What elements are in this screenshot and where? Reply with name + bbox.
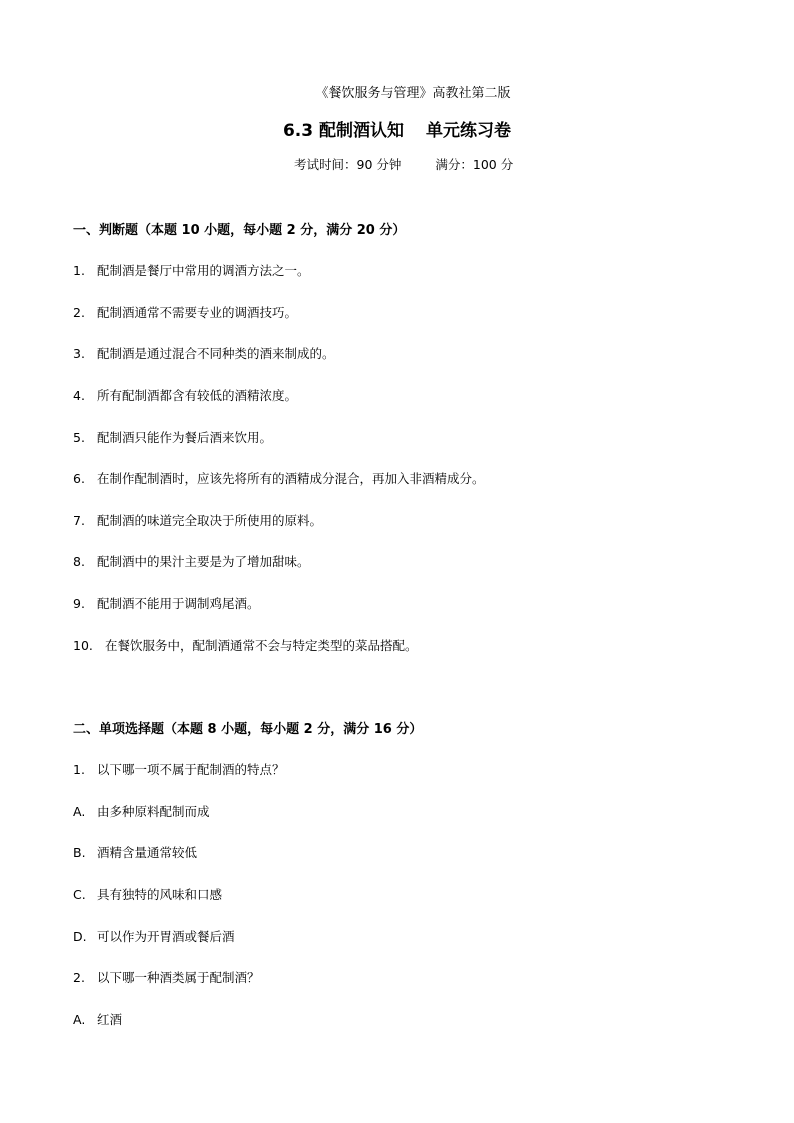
question-text: 配制酒不能用于调制鸡尾酒。 [96, 596, 260, 611]
option-label: C. [73, 887, 86, 902]
option-item [73, 802, 210, 820]
question-item [73, 511, 322, 529]
question-item [73, 428, 272, 446]
question-item [73, 261, 310, 279]
question-text: 配制酒的味道完全取决于所使用的原料。 [96, 513, 322, 528]
question-number: 7. [73, 513, 85, 528]
section-heading-single-choice: 二、单项选择题（本题 8 小题，每小题 2 分，满分 16 分） [73, 722, 423, 737]
question-number: 2. [73, 970, 85, 985]
option-text: 红酒 [96, 1012, 122, 1027]
question-number: 3. [73, 346, 85, 361]
title-suffix: 单元练习卷 [426, 121, 512, 141]
option-text: 具有独特的风味和口感 [96, 887, 222, 902]
question-item [73, 386, 297, 404]
question-number: 8. [73, 554, 85, 569]
question-item [73, 469, 485, 487]
option-label: A. [73, 804, 86, 819]
option-label: A. [73, 1012, 86, 1027]
question-number: 1. [73, 762, 85, 777]
question-item [73, 968, 260, 986]
question-item [73, 552, 310, 570]
title-main: 6.3 配制酒认知 [282, 121, 405, 141]
question-text: 在餐饮服务中，配制酒通常不会与特定类型的菜品搭配。 [104, 638, 418, 653]
question-number: 5. [73, 430, 85, 445]
question-item [73, 760, 285, 778]
exam-time: 考试时间：90 分钟 [294, 157, 402, 172]
question-item [73, 303, 297, 321]
option-text: 酒精含量通常较低 [96, 845, 197, 860]
question-item [73, 344, 335, 362]
option-item [73, 927, 235, 945]
exam-info [294, 155, 513, 173]
question-text: 配制酒是通过混合不同种类的酒来制成的。 [96, 346, 335, 361]
option-text: 可以作为开胃酒或餐后酒 [96, 929, 235, 944]
option-item [73, 843, 197, 861]
question-number: 10. [73, 638, 93, 653]
option-label: B. [73, 845, 86, 860]
question-item [73, 636, 418, 654]
section-heading-true-false: 一、判断题（本题 10 小题，每小题 2 分，满分 20 分） [73, 223, 406, 238]
question-text: 在制作配制酒时，应该先将所有的酒精成分混合，再加入非酒精成分。 [96, 471, 485, 486]
question-number: 1. [73, 263, 85, 278]
option-text: 由多种原料配制而成 [96, 804, 210, 819]
document-subtitle: 《餐饮服务与管理》高教社第二版 [315, 86, 511, 101]
question-text: 以下哪一项不属于配制酒的特点？ [96, 762, 285, 777]
option-item [73, 885, 222, 903]
question-text: 配制酒是餐厅中常用的调酒方法之一。 [96, 263, 310, 278]
option-label: D. [73, 929, 87, 944]
question-number: 6. [73, 471, 85, 486]
question-item [73, 594, 260, 612]
question-number: 2. [73, 305, 85, 320]
full-score: 满分：100 分 [435, 157, 514, 172]
question-text: 以下哪一种酒类属于配制酒？ [96, 970, 260, 985]
document-title [0, 116, 794, 141]
question-number: 9. [73, 596, 85, 611]
question-text: 配制酒只能作为餐后酒来饮用。 [96, 430, 272, 445]
question-text: 配制酒通常不需要专业的调酒技巧。 [96, 305, 297, 320]
question-text: 所有配制酒都含有较低的酒精浓度。 [96, 388, 297, 403]
question-number: 4. [73, 388, 85, 403]
question-text: 配制酒中的果汁主要是为了增加甜味。 [96, 554, 310, 569]
option-item [73, 1010, 122, 1028]
